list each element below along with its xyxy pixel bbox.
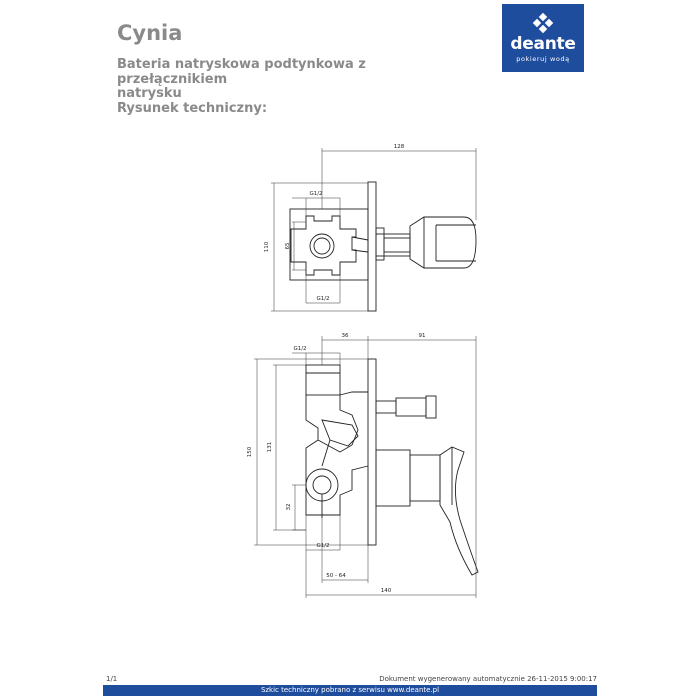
dim-height: 110 xyxy=(264,241,270,253)
top-view-dimension-lines xyxy=(271,148,476,311)
subtitle-line: Rysunek techniczny: xyxy=(117,100,268,116)
footer-source-bar: Szkic techniczny pobrano z serwisu www.deante.pl xyxy=(103,685,597,696)
dim-offset: 36 xyxy=(341,333,349,339)
dim-overall-width: 128 xyxy=(393,144,405,150)
subtitle-line: natrysku xyxy=(117,86,182,101)
dim-thread-top-front: G1/2 xyxy=(293,346,307,352)
top-view-geometry xyxy=(290,182,476,311)
dim-depth: 91 xyxy=(418,333,426,339)
dim-bottom-offset: 32 xyxy=(286,503,292,511)
subtitle-line: Bateria natryskowa podtynkowa z przełącznikiem xyxy=(117,57,366,87)
dim-thread-top: G1/2 xyxy=(309,191,323,197)
dim-inner-height: 65 xyxy=(285,242,291,250)
dim-thread-bottom-front: G1/2 xyxy=(316,543,330,549)
dim-total-width: 140 xyxy=(380,588,392,594)
dim-height-outer: 150 xyxy=(247,446,253,458)
dim-range: 50 - 64 xyxy=(326,573,346,579)
dim-thread-bottom: G1/2 xyxy=(316,296,330,302)
logo-tagline: pokieruj wodą xyxy=(516,55,570,63)
page-counter: 1/1 xyxy=(106,675,118,683)
logo-brand: deante xyxy=(510,34,576,54)
product-title: Cynia xyxy=(117,21,183,45)
dim-height-inner: 131 xyxy=(267,441,273,453)
generated-note: Dokument wygenerowany automatycznie 26-11-2015 9:00:17 xyxy=(379,675,597,683)
front-view-geometry xyxy=(306,359,478,575)
